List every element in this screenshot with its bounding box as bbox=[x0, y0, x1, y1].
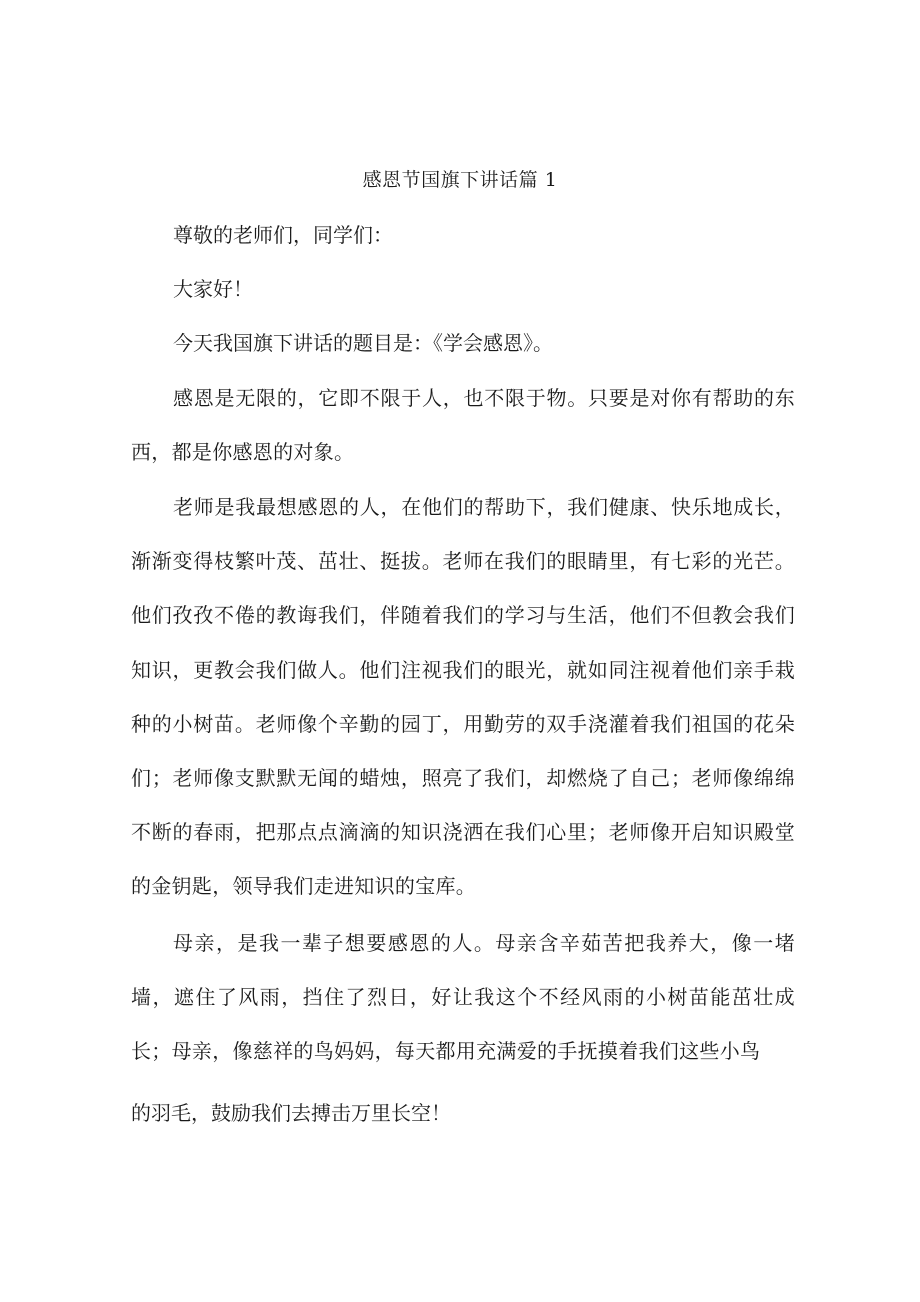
page-title: 感恩节国旗下讲话篇 1 bbox=[362, 169, 558, 191]
intro-line: 今天我国旗下讲话的题目是：《学会感恩》。 bbox=[173, 331, 553, 355]
hello-line: 大家好！ bbox=[173, 277, 253, 301]
greeting-line: 尊敬的老师们，同学们： bbox=[173, 223, 393, 247]
paragraph-gratitude-infinite: 感恩是无限的，它即不限于人，也不限于物。只要是对你有帮助的东西，都是你感恩的对象。 bbox=[131, 386, 795, 465]
paragraph-teachers: 老师是我最想感恩的人，在他们的帮助下，我们健康、快乐地成长，渐渐变得枝繁叶茂、茁壮、挺拔。老师在我们的眼睛里，有七彩的光芒。他们孜孜不倦的教诲我们，伴随着我们的学习与生活，他们不但教会我们知识，更教会我们做人。他们注视我们的眼光，就如同注视着他们亲手栽种的小树苗。老师像个辛勤的园丁，用勤劳的双手浇灌着我们祖国的花朵们；老师像支默默无闻的蜡烛，照亮了我们，却燃烧了自己；老师像绵绵不断的春雨，把那点点滴滴的知识浇洒在我们心里；老师像开启知识殿堂的金钥匙，领导我们走进知识的宝库。 bbox=[131, 495, 795, 899]
paragraph-mother: 母亲，是我一辈子想要感恩的人。母亲含辛茹苦把我养大，像一堵墙，遮住了风雨，挡住了烈日，好让我这个不经风雨的小树苗能茁壮成长；母亲，像慈祥的鸟妈妈，每天都用充满爱的手抚摸着我们这些小鸟 bbox=[131, 931, 795, 1064]
paragraph-mother-continued: 的羽毛，鼓励我们去搏击万里长空！ bbox=[131, 1101, 451, 1125]
